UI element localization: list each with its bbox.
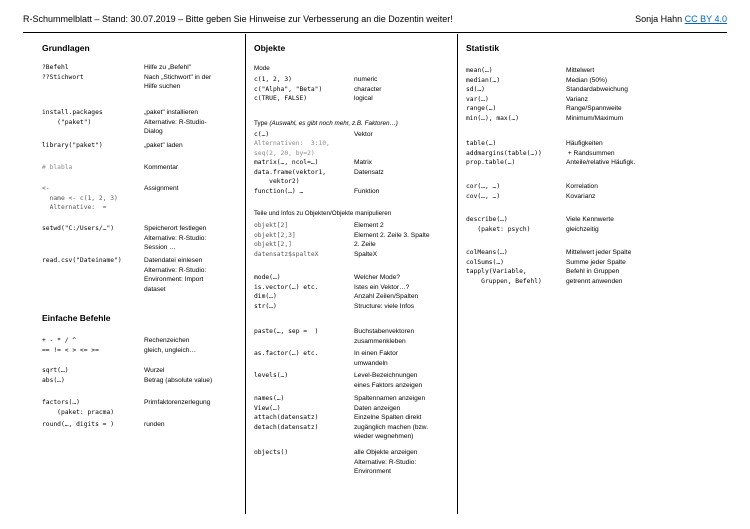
section-title-objekte: Objekte: [254, 43, 286, 53]
code-assignment: <- name <- c(1, 2, 3) Alternative: =: [42, 185, 118, 211]
desc-vector: Vektor: [354, 131, 373, 138]
label-mode: Mode: [254, 65, 270, 72]
code-levels: levels(…): [254, 372, 289, 379]
section-title-grundlagen: Grundlagen: [42, 43, 90, 53]
desc-help: Hilfe zu „Befehl" Nach „Stichwort" in der Hilfe suchen: [144, 64, 212, 90]
code-vector-alternatives: Alternativen: 3:10, seq(2, 20, by=2): [254, 140, 330, 157]
code-object-info: mode(…) is.vector(…) etc. dim(…) str(…): [254, 274, 319, 310]
label-type-text: Type: [254, 120, 268, 127]
desc-objects: alle Objekte anzeigen Alternative: R-Studio: Environment: [354, 449, 418, 475]
desc-names-view-attach: Spaltennamen anzeigen Daten anzeigen Einzelne Spalten direkt zugänglich machen (bzw. wieder wegnehmen): [354, 395, 429, 440]
page-title: R-Schummelblatt – Stand: 30.07.2019 – Bitte geben Sie Hinweise zur Verbesserung an die Dozentin weiter!: [23, 14, 453, 24]
desc-object-info: Welcher Mode? Istes ein Vektor…? Anzahl Zeilen/Spalten Structure: viele Infos: [354, 274, 419, 310]
desc-factors: Primfaktorenzerlegung: [144, 399, 211, 406]
code-objects: objects(): [254, 449, 289, 456]
desc-comment: Kommentar: [144, 164, 179, 171]
desc-tables: Häufigkeiten + Randsummen Anteile/relative Häufigk.: [566, 140, 636, 166]
desc-install-packages: „paket" installieren Alternative: R-Studio- Dialog: [144, 109, 207, 135]
desc-library: „paket" laden: [144, 142, 183, 149]
desc-mode-examples: numeric character logical: [354, 76, 382, 102]
desc-as-factor: In einen Faktor umwandeln: [354, 350, 398, 367]
desc-sqrt-abs: Wurzel Betrag (absolute value): [144, 367, 213, 384]
code-indexing: objekt[2] objekt[2,3] objekt[2,] datensatz$spalteX: [254, 222, 319, 258]
desc-describe: Viele Kennwerte gleichzeitig: [566, 216, 614, 233]
desc-cor-cov: Korrelation Kovarianz: [566, 183, 598, 200]
desc-operators: Rechenzeichen gleich, ungleich…: [144, 337, 197, 354]
code-col-tapply: colMeans(…) colSums(…) tapply(Variable, Gruppen, Befehl): [466, 249, 542, 285]
desc-indexing: Element 2 Element 2. Zeile 3. Spalte 2. Zeile SpalteX: [354, 222, 430, 258]
code-setwd: setwd("C:/Users/…"): [42, 225, 115, 232]
code-paste: paste(…, sep = ): [254, 328, 319, 335]
code-install-packages: install.packages ("paket"): [42, 109, 103, 126]
license-link[interactable]: CC BY 4.0: [684, 14, 727, 24]
code-factors: factors(…) (paket: pracma): [42, 399, 115, 416]
section-title-statistik: Statistik: [466, 43, 500, 53]
column-divider-2: [457, 34, 458, 514]
code-vector: c(…): [254, 131, 270, 138]
column-divider-1: [245, 34, 246, 514]
code-tables: table(…) addmargins(table(…)) prop.table(…): [466, 140, 542, 166]
desc-types: Matrix Datensatz Funktion: [354, 159, 384, 195]
code-operators: + - * / ^ == != < > <= >=: [42, 337, 99, 354]
desc-levels: Level-Bezeichnungen eines Faktors anzeigen: [354, 372, 423, 389]
desc-descriptives: Mittelwert Median (50%) Standardabweichung Varianz Range/Spannweite Minimum/Maximum: [566, 67, 628, 122]
code-cor-cov: cor(…, …) cov(…, …): [466, 183, 501, 200]
code-library: library("paket"): [42, 142, 103, 149]
code-sqrt-abs: sqrt(…) abs(…): [42, 367, 69, 384]
author-credit: [635, 14, 727, 24]
author-name: Sonja Hahn: [635, 14, 683, 24]
code-descriptives: mean(…) median(…) sd(…) var(…) range(…) min(…), max(…): [466, 67, 520, 122]
code-as-factor: as.factor(…) etc.: [254, 350, 319, 357]
label-type: [254, 120, 398, 127]
section-title-einfache-befehle: Einfache Befehle: [42, 313, 111, 323]
code-types: matrix(…, ncol=…) data.frame(vektor1, vektor2) function(…) …: [254, 159, 327, 195]
desc-paste: Buchstabenvektoren zusammenkleben: [354, 328, 415, 345]
label-type-note: (Auswahl, es gibt noch mehr, z.B. Faktoren…): [269, 120, 398, 127]
desc-setwd: Speicherort festlegen Alternative: R-Studio: Session …: [144, 225, 207, 251]
code-read-csv: read.csv("Dateiname"): [42, 257, 122, 264]
label-teile-infos: Teile und Infos zu Objekten/Objekte manipulieren: [254, 210, 392, 217]
page-header: [23, 14, 727, 28]
desc-round: runden: [144, 421, 165, 428]
code-names-view-attach: names(…) View(…) attach(datensatz) detach(datensatz): [254, 395, 319, 431]
desc-assignment: Assignment: [144, 185, 179, 192]
header-rule: [23, 32, 727, 33]
code-mode-examples: c(1, 2, 3) c("Alpha", "Beta") c(TRUE, FALSE): [254, 76, 323, 102]
code-help: ?Befehl ??Stichwort: [42, 64, 84, 81]
code-round: round(…, digits = ): [42, 421, 115, 428]
desc-col-tapply: Mittelwert jeder Spalte Summe jeder Spalte Befehl in Gruppen getrennt anwenden: [566, 249, 632, 285]
desc-read-csv: Datendatei einlesen Alternative: R-Studio: Environment: Import dataset: [144, 257, 207, 293]
code-describe: describe(…) (paket: psych): [466, 216, 531, 233]
code-comment: # blabla: [42, 164, 73, 171]
